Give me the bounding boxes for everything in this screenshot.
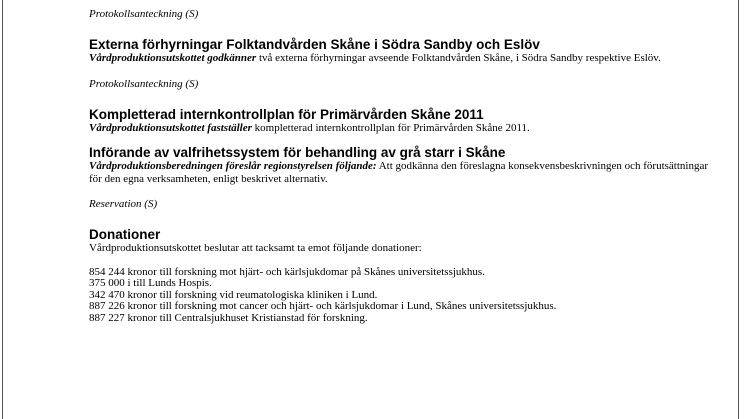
section-text-cataract-choice <box>89 160 709 185</box>
protocol-note: Protokollsanteckning (S) <box>89 77 199 90</box>
protocol-note: Protokollsanteckning (S) <box>89 8 199 20</box>
section-heading-external-rentals: Externa förhyrningar Folktandvården Skåne i Södra Sandby och Eslöv <box>89 37 540 52</box>
donation-item: 342 470 kronor till forskning vid reumatologiska kliniken i Lund. <box>89 288 378 301</box>
document-body <box>89 7 709 324</box>
donation-item: 854 244 kronor till forskning mot hjärt- och kärlsjukdomar på Skånes universitetssjukhus. <box>89 266 485 278</box>
donation-item: 375 000 i till Lunds Hospis. <box>89 277 212 290</box>
section-text-external-rentals <box>89 52 709 65</box>
page-border-right <box>738 0 739 419</box>
decision-lead: Vårdproduktionsberedningen föreslår regionstyrelsen följande: <box>89 160 377 172</box>
donation-list <box>89 267 709 324</box>
reservation-note: Reservation (S) <box>89 198 158 210</box>
decision-lead: Vårdproduktionsutskottet fastställer <box>89 121 252 134</box>
section-heading-internal-control: Kompletterad internkontrollplan för Primärvården Skåne 2011 <box>89 106 484 122</box>
donation-item: 887 226 kronor till forskning mot cancer och hjärt- och kärlsjukdomar i Lund, Skånes universitetssjukhus. <box>89 300 557 313</box>
page-border-left <box>2 0 3 419</box>
section-text-donations: Vårdproduktionsutskottet beslutar att tacksamt ta emot följande donationer: <box>89 242 422 254</box>
section-heading-donations: Donationer <box>89 227 161 242</box>
section-text-internal-control <box>89 122 709 135</box>
donation-item: 887 227 kronor till Centralsjukhuset Kristianstad för forskning. <box>89 311 368 324</box>
decision-text: två externa förhyrningar avseende Folktandvården Skåne, i Södra Sandby respektive Eslöv. <box>256 52 661 64</box>
decision-lead: Vårdproduktionsutskottet godkänner <box>89 52 257 64</box>
section-heading-cataract-choice: Införande av valfrihetssystem för behandling av grå starr i Skåne <box>89 145 506 160</box>
decision-text: Att godkänna den föreslagna konsekvensbeskrivningen och förutsättningar för den egna verksamheten, enligt beskrivet alternativ. <box>89 160 709 185</box>
decision-text: kompletterad internkontrollplan för Primärvården Skåne 2011. <box>251 121 530 134</box>
